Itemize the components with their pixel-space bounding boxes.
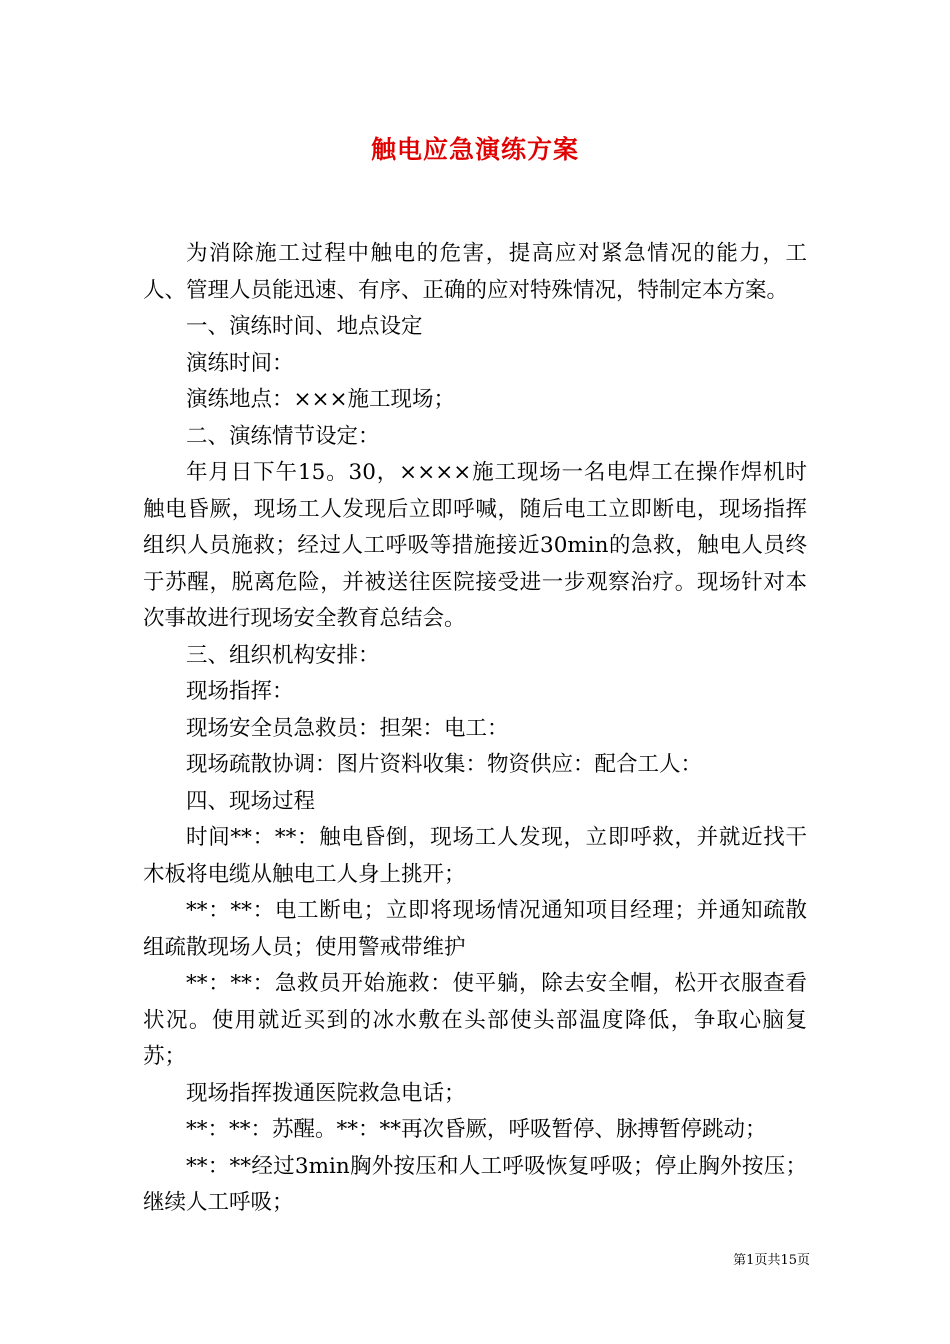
section-heading-time-location: 一、演练时间、地点设定 xyxy=(186,314,423,339)
document-body xyxy=(143,236,807,1222)
process-step-4: 现场指挥拨通医院救急电话； xyxy=(186,1080,466,1106)
scenario-paragraph: 年月日下午15。30，××××施工现场一名电焊工在操作焊机时触电昏厥，现场工人发现后立即呼喊，随后电工立即断电，现场指挥组织人员施救；经过人工呼吸等措施接近30min的急救，触电人员终于苏醒，脱离危险，并被送往医院接受进一步观察治疗。现场针对本次事故进行现场安全教育总结会。 xyxy=(143,460,807,631)
section-heading-organization: 三、组织机构安排： xyxy=(186,642,380,668)
evacuation-line: 现场疏散协调：图片资料收集：物资供应：配合工人： xyxy=(186,752,703,777)
drill-location-line: 演练地点：×××施工现场； xyxy=(186,387,456,412)
document-title: 触电应急演练方案 xyxy=(370,135,579,164)
process-step-2: **：**：电工断电；立即将现场情况通知项目经理；并通知疏散组疏散现场人员；使用警戒带维护 xyxy=(143,898,807,960)
section-heading-process: 四、现场过程 xyxy=(186,788,316,814)
process-step-1: 时间**：**：触电昏倒，现场工人发现，立即呼救，并就近找干木板将电缆从触电工人身上挑开； xyxy=(143,825,807,887)
site-commander-line: 现场指挥： xyxy=(186,679,294,704)
process-step-3: **：**：急救员开始施救：使平躺，除去安全帽，松开衣服查看状况。使用就近买到的冰水敷在头部使头部温度降低，争取心脑复苏； xyxy=(143,971,807,1069)
page-number-footer: 第1页共15页 xyxy=(733,1253,810,1268)
process-step-6: **：**经过3min胸外按压和人工呼吸恢复呼吸；停止胸外按压；继续人工呼吸； xyxy=(143,1153,807,1215)
drill-time-line: 演练时间： xyxy=(186,350,294,376)
process-step-5: **：**：苏醒。**：**再次昏厥，呼吸暂停、脉搏暂停跳动； xyxy=(186,1117,767,1142)
safety-officer-line: 现场安全员急救员：担架：电工： xyxy=(186,715,509,741)
section-heading-scenario: 二、演练情节设定： xyxy=(186,423,380,449)
intro-paragraph: 为消除施工过程中触电的危害，提高应对紧急情况的能力，工人、管理人员能迅速、有序、正确的应对特殊情况，特制定本方案。 xyxy=(143,241,807,303)
